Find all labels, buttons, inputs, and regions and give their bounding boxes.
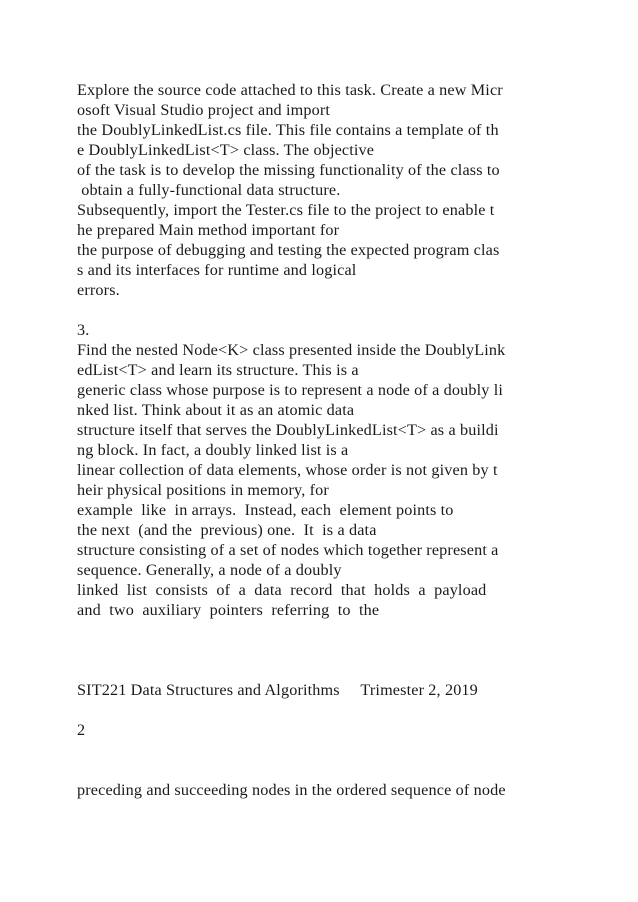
text-line: ng block. In fact, a doubly linked list is a xyxy=(77,441,349,459)
text-line: obtain a fully-functional data structure. xyxy=(77,181,341,199)
text-line: and two auxiliary pointers referring to the xyxy=(77,601,380,619)
text-line: preceding and succeeding nodes in the ordered sequence of node xyxy=(77,781,506,799)
text-line: the purpose of debugging and testing the expected program clas xyxy=(77,241,500,259)
text-line: generic class whose purpose is to represent a node of a doubly li xyxy=(77,381,504,399)
page-footer: SIT221 Data Structures and Algorithms Trimester 2, 2019 xyxy=(77,681,478,699)
text-line: structure itself that serves the DoublyLinkedList<T> as a buildi xyxy=(77,421,499,439)
text-line: the next (and the previous) one. It is a data xyxy=(77,521,377,539)
text-line: linked list consists of a data record that holds a payload xyxy=(77,581,487,599)
text-line: example like in arrays. Instead, each element points to xyxy=(77,501,454,519)
text-line: edList<T> and learn its structure. This is a xyxy=(77,361,359,379)
text-line: e DoublyLinkedList<T> class. The objective xyxy=(77,141,375,159)
text-line: Explore the source code attached to this task. Create a new Micr xyxy=(77,81,503,99)
section-number: 3. xyxy=(77,321,90,339)
text-line: Subsequently, import the Tester.cs file to the project to enable t xyxy=(77,201,495,219)
text-line: of the task is to develop the missing functionality of the class to xyxy=(77,161,500,179)
text-line: errors. xyxy=(77,281,120,299)
text-line: osoft Visual Studio project and import xyxy=(77,101,331,119)
text-line: heir physical positions in memory, for xyxy=(77,481,329,499)
text-line: he prepared Main method important for xyxy=(77,221,340,239)
text-line: s and its interfaces for runtime and logical xyxy=(77,261,357,279)
page-number: 2 xyxy=(77,721,86,739)
text-line: the DoublyLinkedList.cs file. This file contains a template of th xyxy=(77,121,499,139)
text-line: sequence. Generally, a node of a doubly xyxy=(77,561,342,579)
text-line: structure consisting of a set of nodes which together represent a xyxy=(77,541,499,559)
text-line: linear collection of data elements, whose order is not given by t xyxy=(77,461,498,479)
text-line: nked list. Think about it as an atomic data xyxy=(77,401,355,419)
text-line: Find the nested Node<K> class presented inside the DoublyLink xyxy=(77,341,506,359)
